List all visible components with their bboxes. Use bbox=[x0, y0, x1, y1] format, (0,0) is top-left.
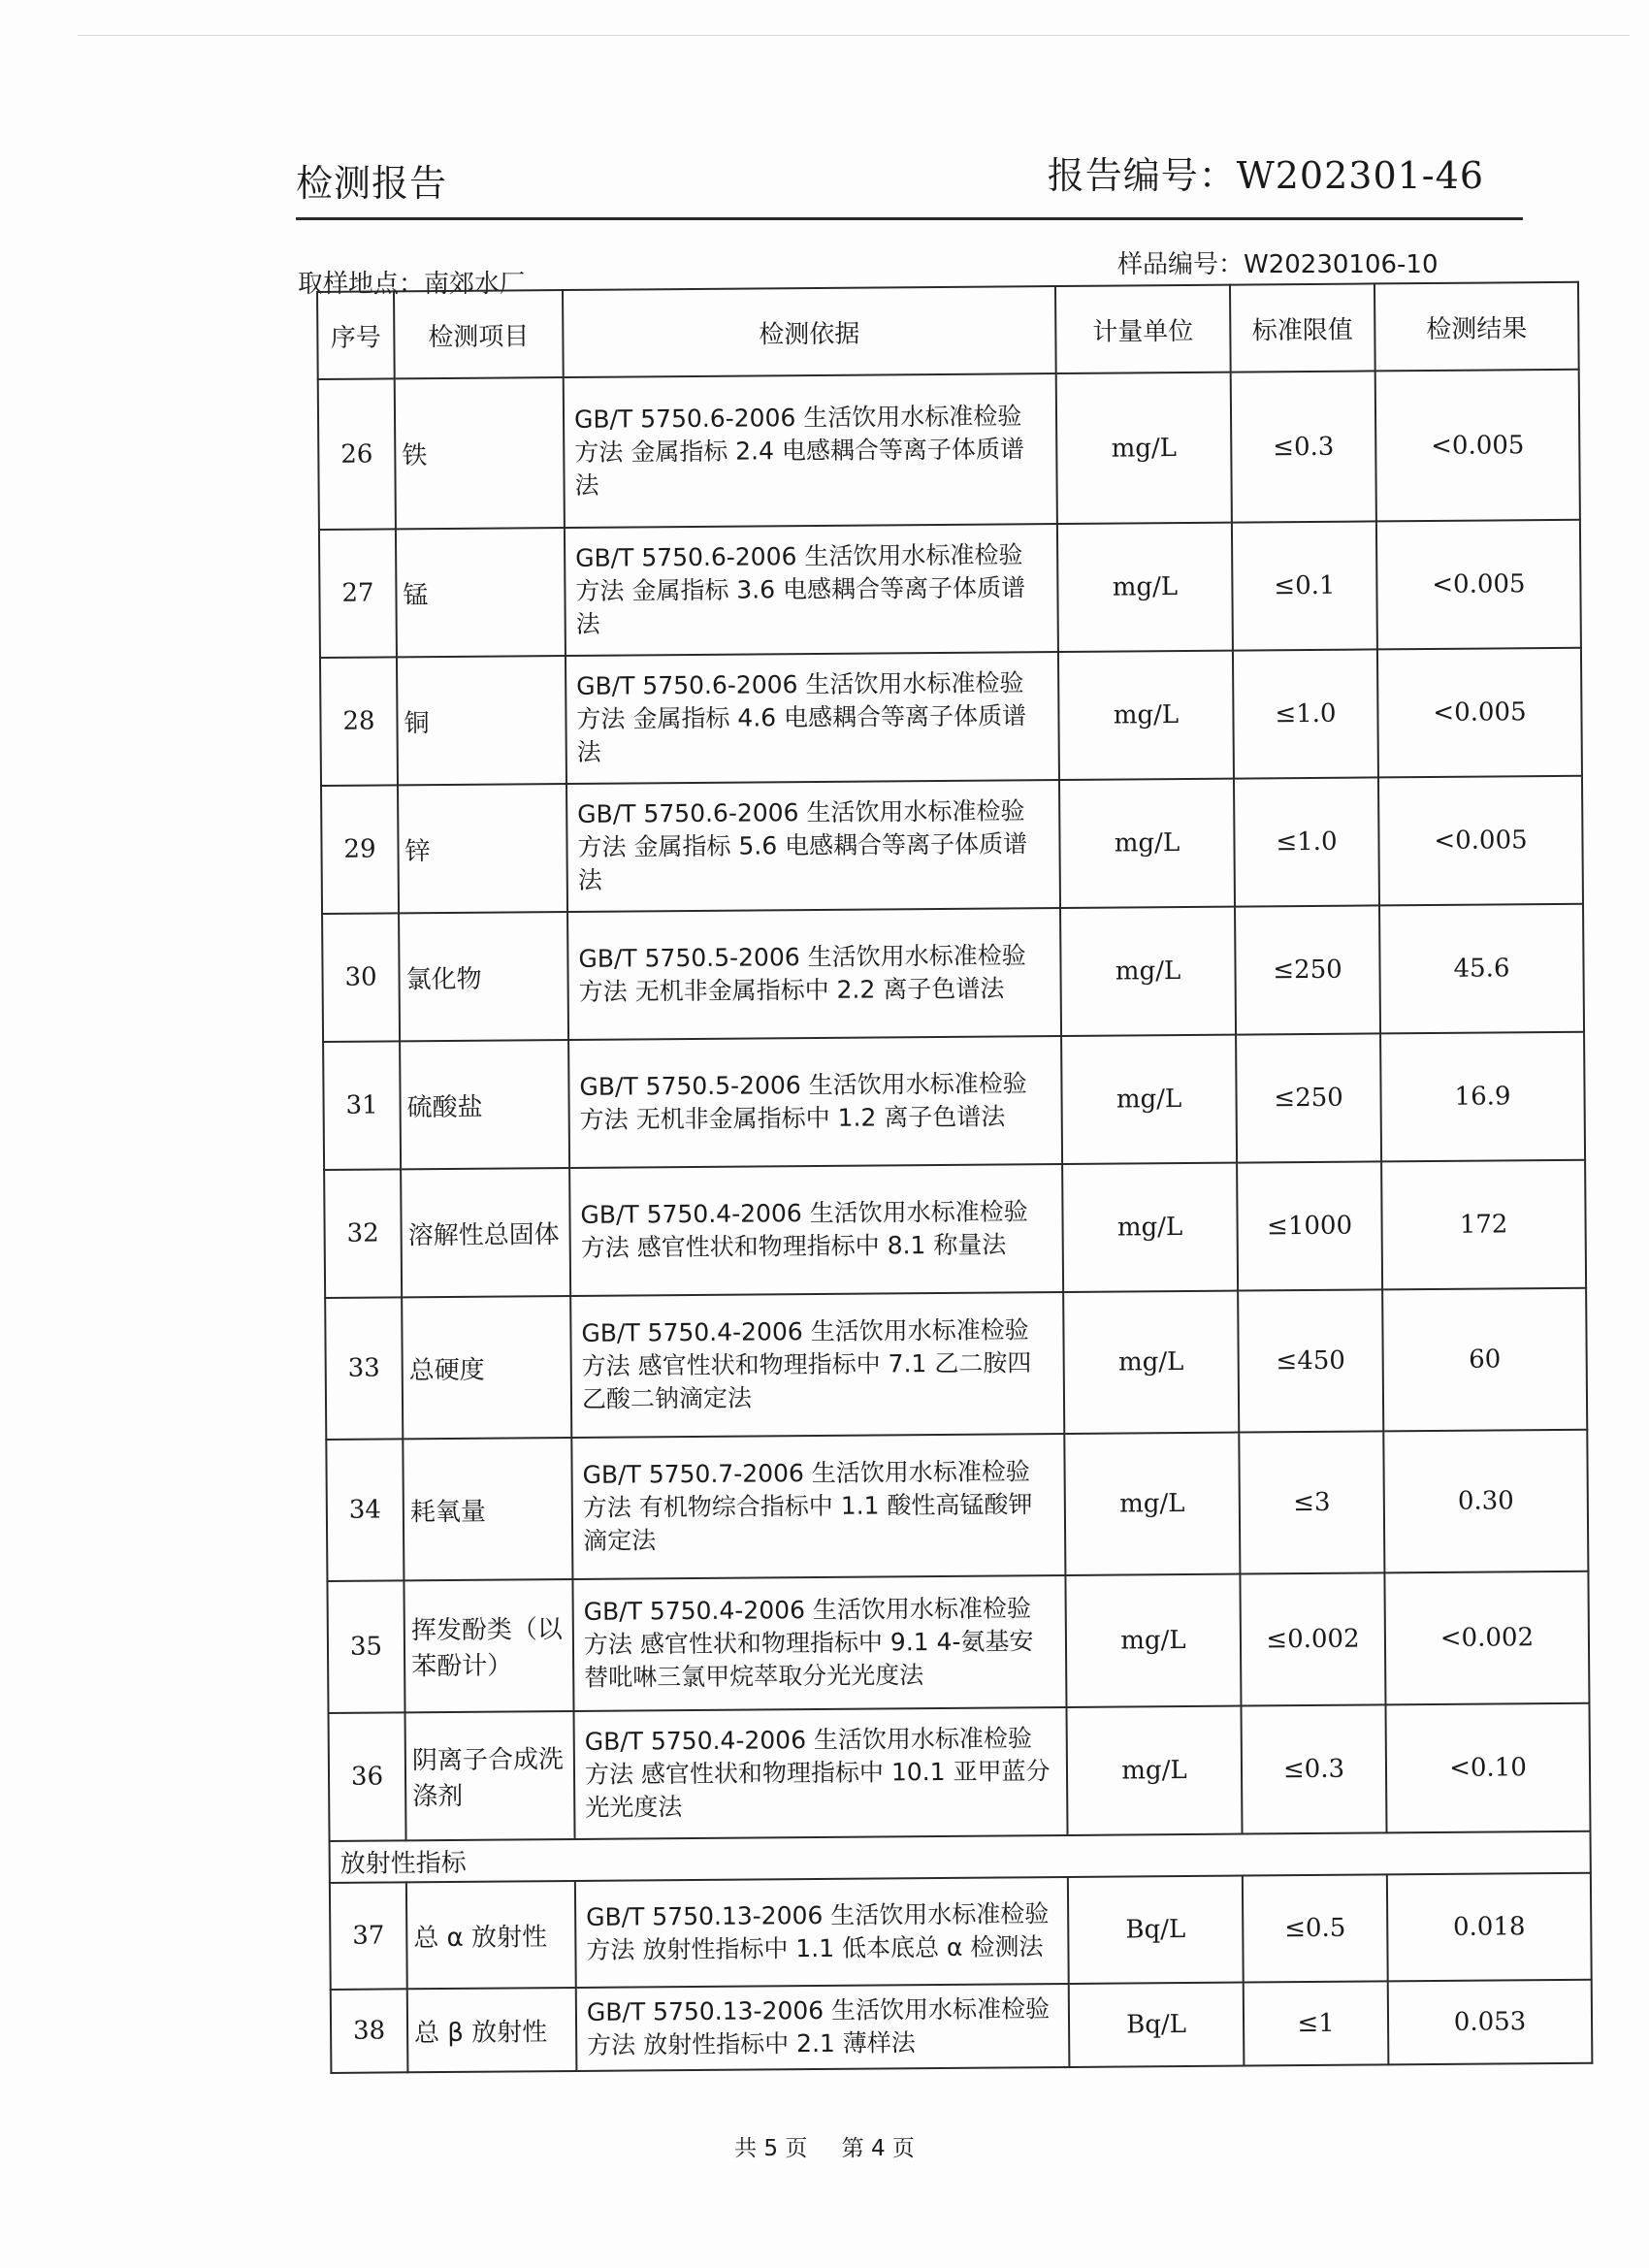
report-title: 检测报告 bbox=[296, 162, 448, 205]
row-number: 29 bbox=[321, 785, 399, 914]
report-number: 报告编号：W202301-46 bbox=[1047, 154, 1484, 197]
row-number: 36 bbox=[329, 1712, 406, 1841]
row-result: <0.005 bbox=[1375, 370, 1580, 522]
row-limit: ≤0.002 bbox=[1240, 1572, 1385, 1705]
results-table bbox=[316, 281, 1593, 2074]
row-method: GB/T 5750.6-2006 生活饮用水标准检验方法 金属指标 5.6 电感耦合等离子体质谱法 bbox=[566, 780, 1060, 912]
row-limit: ≤3 bbox=[1239, 1431, 1384, 1573]
row-item: 溶解性总固体 bbox=[401, 1168, 570, 1297]
row-limit: ≤1.0 bbox=[1234, 777, 1379, 906]
col-header-unit: 计量单位 bbox=[1055, 285, 1231, 373]
row-method: GB/T 5750.5-2006 生活饮用水标准检验方法 无机非金属指标中 2.2 离子色谱法 bbox=[567, 908, 1061, 1040]
row-unit: mg/L bbox=[1061, 1035, 1237, 1164]
row-method: GB/T 5750.6-2006 生活饮用水标准检验方法 金属指标 4.6 电感耦合等离子体质谱法 bbox=[566, 652, 1059, 784]
row-number: 31 bbox=[323, 1041, 401, 1170]
row-limit: ≤1000 bbox=[1237, 1161, 1382, 1290]
row-result: 0.053 bbox=[1388, 1980, 1593, 2065]
row-method: GB/T 5750.4-2006 生活饮用水标准检验方法 感官性状和物理指标中 9.1 4-氨基安替吡啉三氯甲烷萃取分光光度法 bbox=[572, 1575, 1066, 1711]
row-number: 33 bbox=[325, 1297, 403, 1440]
row-unit: mg/L bbox=[1065, 1574, 1241, 1707]
row-item: 铁 bbox=[395, 377, 565, 529]
row-result: <0.10 bbox=[1385, 1703, 1590, 1833]
row-method: GB/T 5750.4-2006 生活饮用水标准检验方法 感官性状和物理指标中 7.1 乙二胺四乙酸二钠滴定法 bbox=[570, 1292, 1064, 1438]
row-result: 172 bbox=[1381, 1160, 1586, 1290]
row-limit: ≤0.3 bbox=[1241, 1704, 1386, 1833]
row-result: <0.005 bbox=[1378, 776, 1583, 906]
row-item: 铜 bbox=[397, 656, 566, 785]
table-header-row bbox=[317, 282, 1579, 379]
row-unit: mg/L bbox=[1057, 523, 1233, 652]
page-current: 第 4 页 bbox=[841, 2136, 915, 2161]
row-result: 45.6 bbox=[1379, 904, 1584, 1034]
col-header-result: 检测结果 bbox=[1374, 282, 1579, 372]
row-number: 27 bbox=[319, 529, 397, 658]
row-result: <0.005 bbox=[1376, 520, 1581, 650]
row-number: 34 bbox=[326, 1439, 404, 1581]
table-row bbox=[325, 1288, 1587, 1440]
row-method: GB/T 5750.13-2006 生活饮用水标准检验方法 放射性指标中 1.1 低本底总 α 检测法 bbox=[575, 1877, 1069, 1988]
scan-top-rule bbox=[78, 35, 1630, 36]
row-item: 氯化物 bbox=[399, 912, 568, 1041]
col-header-item: 检测项目 bbox=[394, 290, 564, 378]
row-item: 总硬度 bbox=[402, 1296, 571, 1439]
row-limit: ≤0.1 bbox=[1232, 521, 1377, 650]
row-method: GB/T 5750.6-2006 生活饮用水标准检验方法 金属指标 3.6 电感耦合等离子体质谱法 bbox=[565, 524, 1058, 656]
row-number: 37 bbox=[330, 1882, 407, 1990]
row-item: 挥发酚类（以苯酚计） bbox=[404, 1579, 573, 1712]
row-number: 38 bbox=[331, 1989, 408, 2073]
row-item: 锌 bbox=[398, 784, 567, 913]
row-item: 硫酸盐 bbox=[400, 1040, 569, 1169]
report-header bbox=[296, 146, 1523, 220]
page-total: 共 5 页 bbox=[734, 2136, 808, 2161]
row-item: 耗氧量 bbox=[403, 1438, 572, 1580]
row-result: 0.018 bbox=[1387, 1873, 1592, 1982]
row-number: 30 bbox=[322, 913, 400, 1042]
row-limit: ≤0.3 bbox=[1231, 371, 1376, 522]
table-row bbox=[329, 1703, 1591, 1841]
row-result: <0.002 bbox=[1384, 1571, 1589, 1705]
row-unit: mg/L bbox=[1059, 779, 1235, 908]
row-number: 26 bbox=[318, 378, 396, 530]
row-limit: ≤1.0 bbox=[1233, 649, 1378, 778]
table-body bbox=[318, 370, 1591, 1841]
row-method: GB/T 5750.13-2006 生活饮用水标准检验方法 放射性指标中 2.1 薄样法 bbox=[576, 1984, 1070, 2071]
row-result: 60 bbox=[1382, 1288, 1587, 1432]
col-header-no: 序号 bbox=[317, 291, 395, 379]
row-limit: ≤450 bbox=[1238, 1289, 1383, 1432]
table-row bbox=[323, 1032, 1585, 1170]
table-row bbox=[318, 370, 1580, 530]
row-number: 28 bbox=[320, 657, 398, 786]
row-result: 0.30 bbox=[1383, 1430, 1588, 1573]
row-unit: Bq/L bbox=[1069, 1983, 1245, 2067]
row-limit: ≤250 bbox=[1235, 905, 1380, 1034]
row-result: <0.005 bbox=[1377, 648, 1582, 778]
row-unit: Bq/L bbox=[1068, 1876, 1244, 1984]
table-row bbox=[330, 1873, 1592, 1990]
table-row bbox=[327, 1571, 1589, 1713]
table-row bbox=[324, 1160, 1586, 1298]
row-item: 总 α 放射性 bbox=[406, 1881, 576, 1989]
section-rows-body bbox=[330, 1873, 1592, 2073]
row-limit: ≤1 bbox=[1244, 1981, 1389, 2065]
table-row bbox=[331, 1980, 1593, 2073]
table-row bbox=[322, 904, 1584, 1042]
sample-number: 样品编号：W20230106-10 bbox=[1117, 250, 1439, 279]
row-method: GB/T 5750.6-2006 生活饮用水标准检验方法 金属指标 2.4 电感耦合等离子体质谱法 bbox=[564, 373, 1057, 528]
page-footer bbox=[0, 2130, 1649, 2162]
row-method: GB/T 5750.4-2006 生活饮用水标准检验方法 感官性状和物理指标中 8.1 称量法 bbox=[569, 1164, 1063, 1296]
col-header-limit: 标准限值 bbox=[1230, 283, 1375, 372]
row-unit: mg/L bbox=[1060, 907, 1236, 1036]
table-row bbox=[321, 776, 1583, 914]
row-unit: mg/L bbox=[1062, 1163, 1238, 1292]
row-unit: mg/L bbox=[1063, 1291, 1239, 1434]
sampling-location: 取样地点：南郊水厂 bbox=[298, 270, 526, 299]
row-unit: mg/L bbox=[1056, 373, 1232, 524]
row-limit: ≤250 bbox=[1236, 1033, 1381, 1162]
results-table-wrapper bbox=[316, 281, 1591, 2074]
row-item: 阴离子合成洗涤剂 bbox=[405, 1711, 575, 1840]
row-unit: mg/L bbox=[1066, 1706, 1242, 1835]
row-number: 35 bbox=[327, 1580, 404, 1713]
row-item: 总 β 放射性 bbox=[407, 1988, 577, 2072]
row-number: 32 bbox=[324, 1169, 402, 1298]
row-unit: mg/L bbox=[1064, 1433, 1240, 1575]
row-result: 16.9 bbox=[1380, 1032, 1585, 1162]
table-row bbox=[326, 1430, 1588, 1581]
row-method: GB/T 5750.7-2006 生活饮用水标准检验方法 有机物综合指标中 1.1 酸性高锰酸钾滴定法 bbox=[571, 1434, 1065, 1579]
table-row bbox=[320, 648, 1582, 786]
table-row bbox=[319, 520, 1581, 658]
row-method: GB/T 5750.5-2006 生活饮用水标准检验方法 无机非金属指标中 1.2 离子色谱法 bbox=[568, 1036, 1062, 1168]
row-unit: mg/L bbox=[1058, 651, 1234, 780]
row-item: 锰 bbox=[396, 528, 566, 657]
col-header-method: 检测依据 bbox=[563, 286, 1056, 377]
row-limit: ≤0.5 bbox=[1243, 1874, 1388, 1982]
row-method: GB/T 5750.4-2006 生活饮用水标准检验方法 感官性状和物理指标中 10.1 亚甲蓝分光光度法 bbox=[574, 1707, 1068, 1839]
section-label: 放射性指标 bbox=[330, 1831, 1591, 1883]
